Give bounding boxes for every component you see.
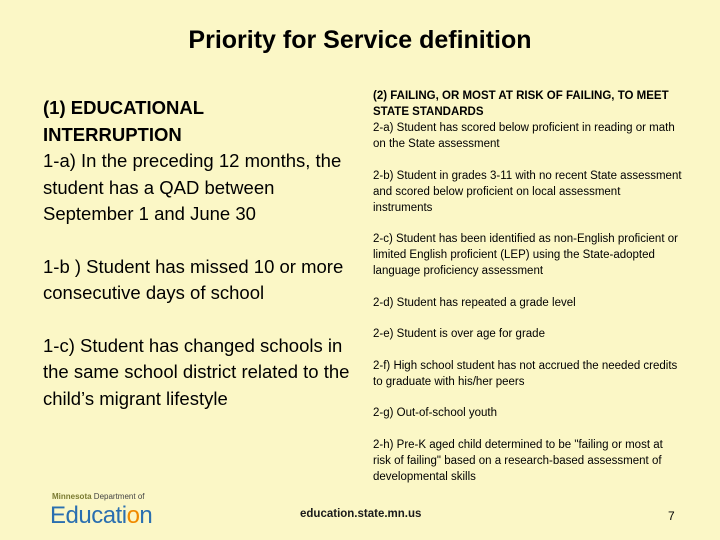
criterion-2g: 2-g) Out-of-school youth: [373, 407, 498, 419]
criterion-2c: 2-c) Student has been identified as non-English proficient or limited English proficient (LEP) using the State-adopted language proficiency assessment: [373, 233, 678, 277]
slide-title: Priority for Service definition: [188, 26, 532, 54]
criterion-2h: 2-h) Pre-K aged child determined to be "failing or most at risk of failing" based on a research-based assessment of developmental skills: [373, 438, 663, 483]
mde-logo: [50, 492, 170, 532]
logo-word-a: Educati: [50, 502, 127, 529]
logo-department-text: [52, 492, 145, 501]
criterion-1b: 1-b ) Student has missed 10 or more consecutive days of school: [43, 255, 344, 303]
criterion-2f: 2-f) High school student has not accrued the needed credits to graduate with his/her peers: [373, 359, 678, 388]
logo-department: Department of: [93, 492, 145, 501]
criterion-1c: 1-c) Student has changed schools in the same school district related to the child’s migrant lifestyle: [43, 334, 350, 409]
logo-word-o: o: [126, 502, 140, 529]
left-column: [43, 95, 353, 412]
educational-interruption-heading-line2: INTERRUPTION: [43, 123, 182, 145]
logo-wordmark: [50, 502, 152, 530]
educational-interruption-heading-line1: (1) EDUCATIONAL: [43, 97, 205, 118]
criterion-2b: 2-b) Student in grades 3-11 with no recent State assessment and scored below proficient on local assessment instruments: [373, 169, 682, 214]
footer-website-link[interactable]: education.state.mn.us: [300, 508, 422, 520]
logo-word-n: n: [139, 502, 153, 529]
page-number: 7: [668, 509, 675, 523]
criterion-1a: 1-a) In the preceding 12 months, the student has a QAD between September 1 and June 30: [43, 150, 342, 224]
failing-heading: (2) FAILING, OR MOST AT RISK OF FAILING, TO MEET STATE STANDARDS: [373, 90, 669, 118]
criterion-2a: 2-a) Student has scored below proficient in reading or math on the State assessment: [373, 122, 675, 150]
criterion-2d: 2-d) Student has repeated a grade level: [373, 296, 576, 309]
logo-state: Minnesota: [52, 492, 92, 501]
right-column: [373, 88, 683, 485]
criterion-2e: 2-e) Student is over age for grade: [373, 328, 545, 340]
